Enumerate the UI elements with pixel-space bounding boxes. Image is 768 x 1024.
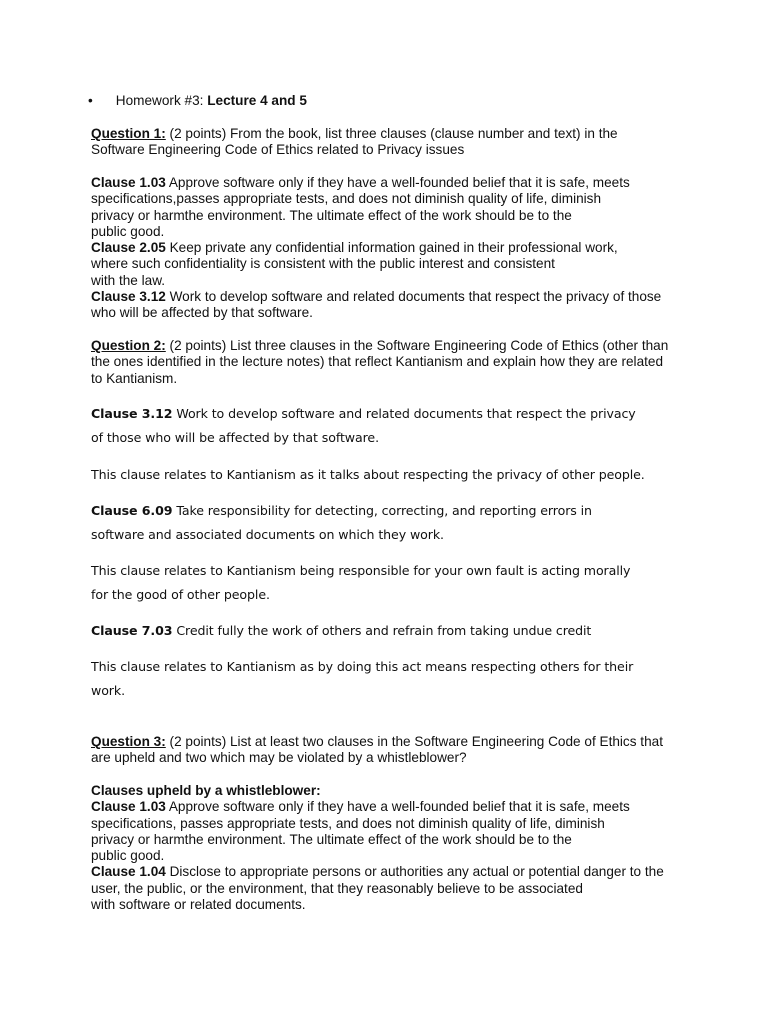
question-2-text-line: to Kantianism. bbox=[91, 370, 178, 386]
clause-text-line: with the law. bbox=[91, 272, 166, 288]
question-2-text-line: the ones identified in the lecture notes) that reflect Kantianism and explain how they are related bbox=[91, 354, 664, 370]
question-1-text-line: Software Engineering Code of Ethics related to Privacy issues bbox=[91, 142, 465, 158]
homework-heading bbox=[88, 93, 307, 109]
question-2-explanation-2 bbox=[91, 559, 691, 607]
explanation-line: This clause relates to Kantianism being responsible for your own fault is acting morally bbox=[91, 563, 631, 578]
question-2-explanation-3 bbox=[91, 655, 691, 703]
clause-number: Clause 1.04 bbox=[91, 864, 166, 880]
explanation-line: for the good of other people. bbox=[91, 587, 270, 602]
explanation-line: This clause relates to Kantianism as by doing this act means respecting others for their bbox=[91, 659, 634, 674]
question-2-answer-3 bbox=[91, 619, 691, 643]
clause-text-line: who will be affected by that software. bbox=[91, 305, 313, 321]
clause-text-line: Disclose to appropriate persons or authorities any actual or potential danger to the bbox=[165, 864, 664, 880]
clause-text-line: Take responsibility for detecting, correcting, and reporting errors in bbox=[172, 503, 592, 518]
clause-text-line: Keep private any confidential information gained in their professional work, bbox=[165, 240, 618, 256]
clause-text-line: privacy or harmthe environment. The ultimate effect of the work should be to the bbox=[91, 831, 572, 847]
clause-text-line: of those who will be affected by that software. bbox=[91, 430, 379, 445]
explanation-line: work. bbox=[91, 683, 125, 698]
homework-title: Lecture 4 and 5 bbox=[207, 93, 307, 108]
question-2-label: Question 2: bbox=[91, 338, 166, 353]
homework-prefix: Homework #3: bbox=[115, 93, 208, 108]
clause-number: Clause 3.12 bbox=[91, 406, 173, 421]
clause-text-line: user, the public, or the environment, that they reasonably believe to be associated bbox=[91, 880, 583, 896]
clause-text-line: Approve software only if they have a well-founded belief that it is safe, meets bbox=[165, 799, 630, 815]
clause-text-line: Credit fully the work of others and refrain from taking undue credit bbox=[172, 623, 592, 638]
clause-number: Clause 2.05 bbox=[91, 240, 166, 256]
question-3-label: Question 3: bbox=[91, 734, 166, 749]
question-2-answer-1 bbox=[91, 402, 691, 450]
question-1-text-line: (2 points) From the book, list three clauses (clause number and text) in the bbox=[165, 126, 618, 141]
clause-text-line: public good. bbox=[91, 848, 165, 864]
question-1-clauses bbox=[91, 175, 711, 322]
clause-text-line: with software or related documents. bbox=[91, 897, 306, 913]
bullet-icon: • bbox=[88, 93, 93, 108]
clause-number: Clause 7.03 bbox=[91, 623, 173, 638]
question-3-clauses bbox=[91, 783, 711, 913]
clause-text-line: privacy or harmthe environment. The ultimate effect of the work should be to the bbox=[91, 207, 572, 223]
question-1-label: Question 1: bbox=[91, 126, 166, 141]
clause-text-line: Work to develop software and related documents that respect the privacy of those bbox=[165, 289, 662, 305]
question-3-text-line: are upheld and two which may be violated by a whistleblower? bbox=[91, 750, 467, 766]
explanation-line: This clause relates to Kantianism as it talks about respecting the privacy of other people. bbox=[91, 467, 645, 482]
question-2-explanation-1 bbox=[91, 463, 691, 487]
clause-text-line: specifications, passes appropriate tests, and does not diminish quality of life, diminish bbox=[91, 815, 605, 831]
question-3 bbox=[91, 734, 711, 767]
clause-number: Clause 1.03 bbox=[91, 175, 166, 190]
question-2-answer-2 bbox=[91, 499, 691, 547]
clause-number: Clause 6.09 bbox=[91, 503, 173, 518]
clause-text-line: where such confidentiality is consistent with the public interest and consistent bbox=[91, 256, 555, 272]
clause-text-line: Work to develop software and related documents that respect the privacy bbox=[172, 406, 636, 421]
question-2-text-line: (2 points) List three clauses in the Software Engineering Code of Ethics (other than bbox=[165, 338, 669, 353]
clause-text-line: public good. bbox=[91, 223, 165, 239]
clause-number: Clause 3.12 bbox=[91, 289, 166, 305]
clause-text-line: software and associated documents on which they work. bbox=[91, 527, 444, 542]
clauses-subheading: Clauses upheld by a whistleblower: bbox=[91, 783, 321, 798]
question-3-text-line: (2 points) List at least two clauses in the Software Engineering Code of Ethics that bbox=[165, 734, 663, 749]
clause-text-line: specifications,passes appropriate tests, and does not diminish quality of life, diminish bbox=[91, 191, 602, 207]
question-1 bbox=[91, 126, 711, 159]
clause-text-line: Approve software only if they have a well-founded belief that it is safe, meets bbox=[165, 175, 630, 190]
clause-number: Clause 1.03 bbox=[91, 799, 166, 815]
question-2 bbox=[91, 338, 711, 387]
